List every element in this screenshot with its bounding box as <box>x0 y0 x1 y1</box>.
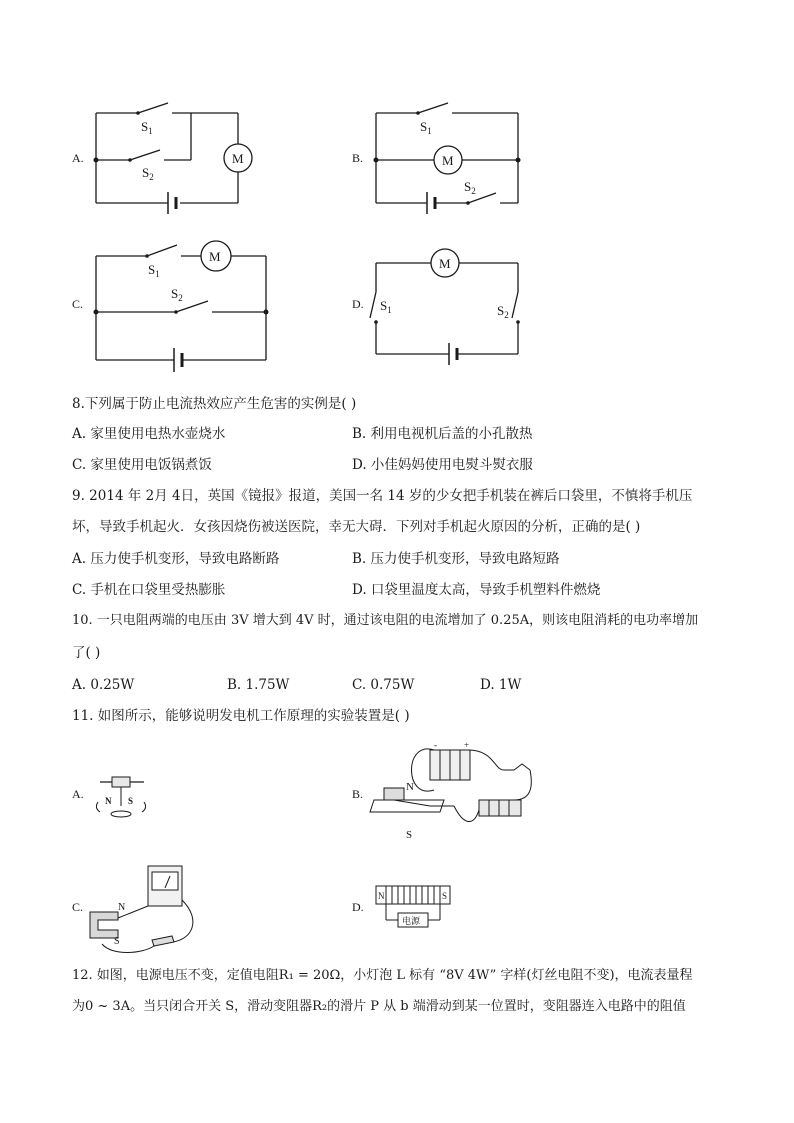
circuit-a-s2: $S_2$ <box>142 165 154 182</box>
q11-option-a-label: A. <box>72 787 84 801</box>
q11-figb-minus: - <box>434 740 437 750</box>
q9-stem-line2: 坏，导致手机起火．女孩因烧伤被送医院，幸无大碍．下列对手机起火原因的分析，正确的是( ) <box>72 519 641 535</box>
q11-figd-power: 电源 <box>402 916 421 926</box>
option-b-label: B. <box>352 151 364 165</box>
q9-stem-line1: 9. 2014 年 2月 4日，英国《镜报》报道，美国一名 14 岁的少女把手机装在裤后口袋里，不慎将手机压 <box>72 488 693 504</box>
circuit-d-diagram <box>0 0 794 400</box>
option-c-label: C. <box>72 297 84 311</box>
q10-option-b: B. 1.75W <box>227 677 290 693</box>
q8-option-b: B. 利用电视机后盖的小孔散热 <box>352 426 533 442</box>
q8-option-d: D. 小佳妈妈使用电熨斗熨衣服 <box>352 457 533 473</box>
q11-option-d-label: D. <box>352 900 364 914</box>
q10-option-a: A. 0.25W <box>72 677 135 693</box>
q11-figc-n: N <box>118 902 126 913</box>
q9-option-d: D. 口袋里温度太高，导致手机塑料件燃烧 <box>352 582 601 598</box>
q12-line1: 12. 如图，电源电压不变，定值电阻R₁ = 20Ω，小灯泡 L 标有 “8V 4W” 字样(灯丝电阻不变)，电流表量程 <box>72 968 693 983</box>
q11-figb-n: N <box>406 781 414 793</box>
q11-stem: 11. 如图所示，能够说明发电机工作原理的实验装置是( ) <box>72 708 410 724</box>
q11-figc-s: S <box>114 936 120 947</box>
q11-figb-plus: + <box>464 740 470 750</box>
circuit-c-motor: M <box>209 249 221 264</box>
q12-line2: 为0 ~ 3A。当只闭合开关 S，滑动变阻器R₂的滑片 P 从 b 端滑动到某一位置时，变阻器连入电路中的阻值 <box>72 999 686 1014</box>
option-a-label: A. <box>72 151 84 165</box>
q11-figd-s: S <box>442 891 448 901</box>
circuit-d-s2: $S_2$ <box>497 303 509 320</box>
circuit-a-motor: M <box>232 151 244 166</box>
q11-figure-a <box>88 770 188 830</box>
q11-figa-s: S <box>128 796 134 806</box>
q9-option-b: B. 压力使手机变形，导致电路短路 <box>352 551 560 567</box>
circuit-a-s1: $S_1$ <box>141 119 153 136</box>
circuit-b-s1: $S_1$ <box>420 119 432 136</box>
q10-option-c: C. 0.75W <box>352 677 415 693</box>
circuit-b-motor: M <box>442 153 454 168</box>
q10-stem-line1: 10. 一只电阻两端的电压由 3V 增大到 4V 时，通过该电阻的电流增加了 0.25A，则该电阻消耗的电功率增加 <box>72 613 699 628</box>
circuit-b-s2: $S_2$ <box>464 179 476 196</box>
q11-figure-c <box>82 860 212 960</box>
q11-figa-n: N <box>105 796 112 806</box>
q11-option-b-label: B. <box>352 787 364 801</box>
circuit-c-s2: $S_2$ <box>171 286 183 303</box>
circuit-d-s1: $S_1$ <box>380 298 392 315</box>
q11-option-c-label: C. <box>72 900 84 914</box>
q11-figb-s: S <box>406 829 413 841</box>
q10-option-d: D. 1W <box>480 677 522 693</box>
q8-option-a: A. 家里使用电热水壶烧水 <box>72 426 226 442</box>
option-d-label: D. <box>352 297 364 311</box>
q9-option-a: A. 压力使手机变形，导致电路断路 <box>72 551 280 567</box>
q11-figd-n: N <box>378 891 385 901</box>
q11-figure-b <box>364 740 564 840</box>
q11-figure-d <box>372 880 472 940</box>
q10-stem-line2: 了( ) <box>72 645 101 661</box>
circuit-d-motor: M <box>439 256 451 271</box>
q8-stem: 8.下列属于防止电流热效应产生危害的实例是( ) <box>72 396 357 412</box>
q8-option-c: C. 家里使用电饭锅煮饭 <box>72 457 212 473</box>
q9-option-c: C. 手机在口袋里受热膨胀 <box>72 582 226 598</box>
circuit-c-s1: $S_1$ <box>148 262 160 279</box>
